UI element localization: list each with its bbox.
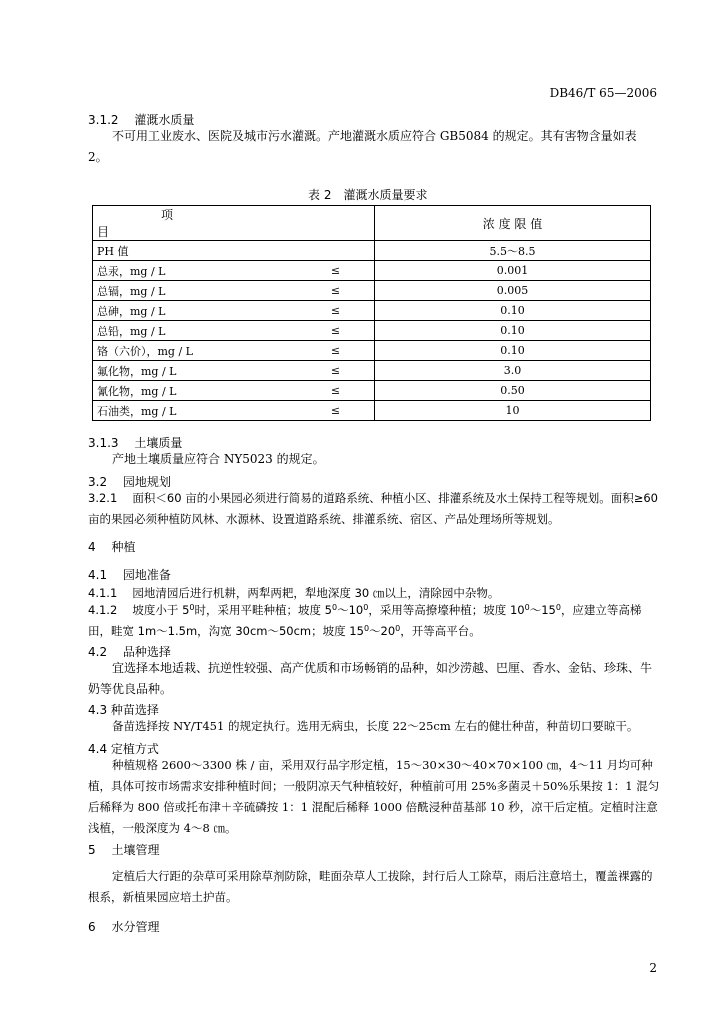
- section-number: 3.2: [88, 475, 108, 489]
- section-title: 种植: [111, 540, 136, 554]
- header-spacer: [297, 206, 375, 241]
- row-item: 石油类，mg / L: [93, 401, 298, 421]
- section-5-heading: [88, 841, 159, 858]
- section-title: 种苗选择: [110, 703, 159, 717]
- row-item: 总铅，mg / L: [93, 321, 298, 341]
- row-value: 0.10: [375, 301, 651, 321]
- row-value: 0.10: [375, 321, 651, 341]
- table-row: [93, 401, 651, 421]
- section-4-heading: [88, 538, 135, 555]
- row-value: 10: [375, 401, 651, 421]
- section-number: 4.1.2: [88, 603, 118, 617]
- row-symbol: ≤: [297, 341, 375, 361]
- row-value: 0.50: [375, 381, 651, 401]
- water-quality-table: [92, 205, 651, 421]
- table-row: [93, 361, 651, 381]
- section-number: 4.2: [88, 645, 108, 659]
- row-item: 铬（六价），mg / L: [93, 341, 298, 361]
- section-number: 4: [88, 540, 96, 554]
- row-value: 0.10: [375, 341, 651, 361]
- row-item: 总汞，mg / L: [93, 261, 298, 281]
- header-value: 浓 度 限 值: [375, 206, 651, 241]
- section-number: 3.1.2: [88, 113, 119, 127]
- section-text: 面积＜60 亩的小果园必须进行简易的道路系统、种植小区、排灌系统及水土保持工程等规划。面积≥60 亩的果园必须种植防风林、水源林、设置道路系统、排灌系统、宿区、产品处理场所等规划。: [88, 491, 658, 526]
- section-number: 3.1.3: [88, 436, 119, 450]
- row-item: PH 值: [93, 241, 298, 261]
- header-item: 项目: [93, 206, 298, 241]
- section-number: 6: [88, 920, 96, 934]
- row-item: 总镉，mg / L: [93, 281, 298, 301]
- section-title: 品种选择: [122, 645, 171, 659]
- row-symbol: ≤: [297, 301, 375, 321]
- section-number: 4.4: [88, 742, 108, 756]
- table-caption: 表 2 灌溉水质量要求: [308, 188, 428, 202]
- row-symbol: ≤: [297, 321, 375, 341]
- section-4-3-text: 备苗选择按 NY/T451 的规定执行。选用无病虫，长度 22～25cm 左右的健壮种苗，种苗切口要晾干。: [112, 719, 639, 733]
- document-code: DB46/T 65—2006: [549, 86, 657, 100]
- row-symbol: ≤: [297, 361, 375, 381]
- table-row: [93, 281, 651, 301]
- table-row: [93, 321, 651, 341]
- row-item: 总砷，mg / L: [93, 301, 298, 321]
- row-value: 0.005: [375, 281, 651, 301]
- section-3-1-2-text: 不可用工业废水、医院及城市污水灌溉。产地灌溉水质应符合 GB5084 的规定。其有害物含量如表 2。: [88, 129, 637, 164]
- section-title: 园地规划: [122, 475, 171, 489]
- row-symbol: ≤: [297, 401, 375, 421]
- section-text: 园地清园后进行机耕，两犁两耙，犁地深度 30 ㎝以上，清除园中杂物。: [132, 586, 500, 600]
- row-symbol: [297, 241, 375, 261]
- table-row: [93, 261, 651, 281]
- section-title: 园地准备: [122, 568, 171, 582]
- table-row: [93, 241, 651, 261]
- row-symbol: ≤: [297, 381, 375, 401]
- section-title: 水分管理: [111, 920, 160, 934]
- section-4-1-1: [88, 585, 499, 601]
- section-title: 土壤质量: [134, 436, 183, 450]
- section-title: 土壤管理: [111, 843, 160, 857]
- section-number: 3.2.1: [88, 491, 118, 505]
- row-symbol: ≤: [297, 281, 375, 301]
- table-header-row: [93, 206, 651, 241]
- section-title: 定植方式: [110, 742, 159, 756]
- table-row: [93, 301, 651, 321]
- section-number: 4.1: [88, 568, 108, 582]
- section-4-4-text: 种植规格 2600～3300 株 / 亩，采用双行品字形定植，15～30×30～40×70×100 ㎝，4～11 月均可种植，具体可按市场需求安排种植时间；一般阴凉天气种植较好，种植前可用 25%多菌灵＋50%乐果按 1：1 混匀后稀释为 800 倍或托布津＋辛硫磷按 1：1 混配后稀释 1000 倍酰浸种苗基部 10 秒，凉干后定植。定植时注意浅植，一般深度为 4～8 ㎝。: [88, 758, 660, 835]
- row-value: 3.0: [375, 361, 651, 381]
- row-value: 0.001: [375, 261, 651, 281]
- section-6-heading: [88, 918, 159, 935]
- section-title: 灌溉水质量: [134, 113, 195, 127]
- row-value: 5.5～8.5: [375, 241, 651, 261]
- section-3-2-1: [88, 488, 660, 530]
- section-number: 5: [88, 843, 96, 857]
- section-4-1-heading: [88, 566, 171, 583]
- table-row: [93, 341, 651, 361]
- section-4-2-text: 宜选择本地适栽、抗逆性较强、高产优质和市场畅销的品种，如沙涝越、巴厘、香水、金钻、珍珠、牛奶等优良品种。: [88, 661, 653, 696]
- section-number: 4.1.1: [88, 586, 118, 600]
- section-4-1-2: 4.1.2 坡度小于 $5^0$时，采用平畦种植；坡度 $5^0\sim 10^0$，采用等高撩壕种植；坡度 $10^0\sim 15^0$，应建立等高梯田，畦宽 1m～1.5m，沟宽 30cm～50cm；坡度 $15^0\sim 20^0$，开等高平台。: [88, 603, 642, 638]
- row-symbol: ≤: [297, 261, 375, 281]
- row-item: 氟化物，mg / L: [93, 361, 298, 381]
- row-item: 氰化物，mg / L: [93, 381, 298, 401]
- section-number: 4.3: [88, 703, 108, 717]
- section-3-1-3-text: 产地土壤质量应符合 NY5023 的规定。: [112, 452, 325, 466]
- page-number: 2: [649, 961, 657, 975]
- section-5-text: 定植后大行距的杂草可采用除草剂防除，畦面杂草人工拔除，封行后人工除草，雨后注意培土，覆盖裸露的根系，新植果园应培土护苗。: [88, 869, 653, 904]
- table-row: [93, 381, 651, 401]
